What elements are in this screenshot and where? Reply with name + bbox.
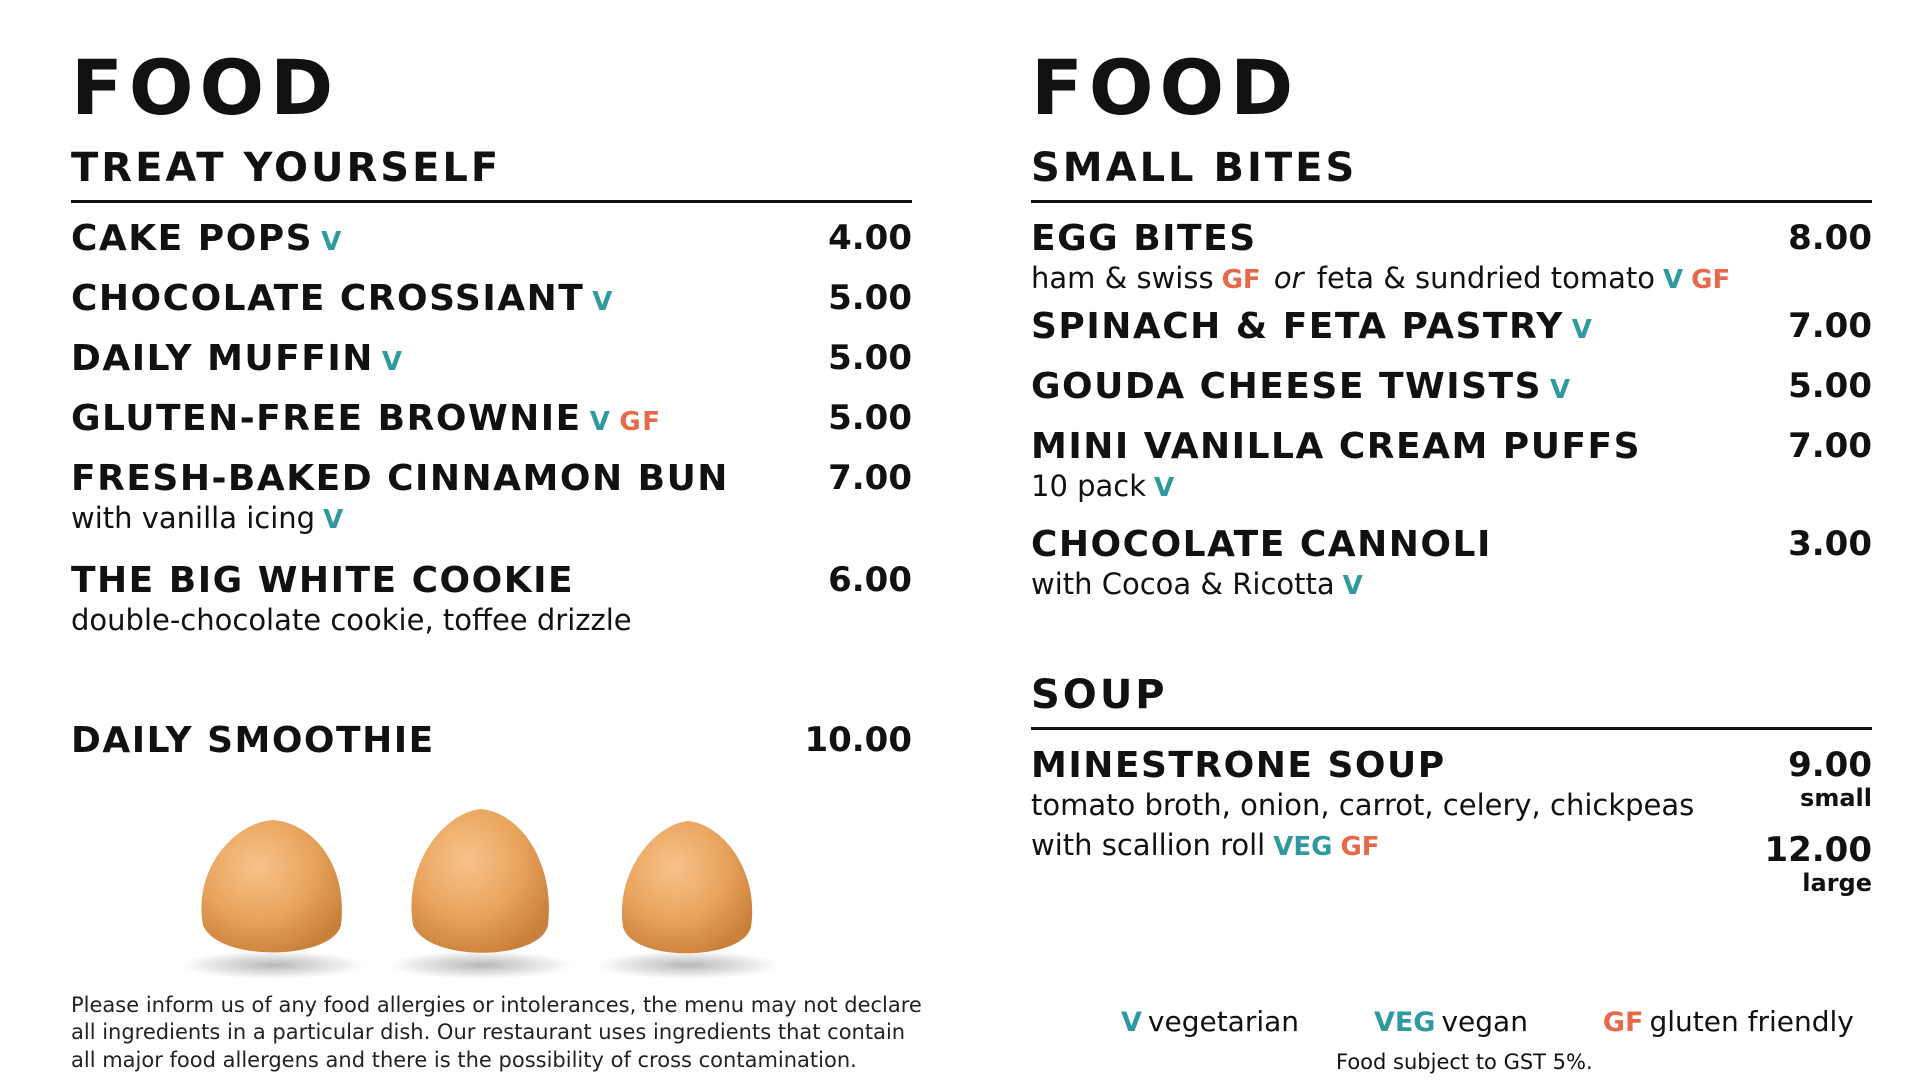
vegetarian-tag: V xyxy=(1663,265,1684,296)
menu-item xyxy=(1031,306,1872,347)
cream-puff xyxy=(411,809,548,953)
menu-item xyxy=(1031,218,1872,299)
vegan-tag: VEG xyxy=(1373,1007,1436,1038)
menu-item xyxy=(71,458,912,539)
menu-item xyxy=(71,278,912,319)
item-name: CAKE POPS xyxy=(71,218,314,259)
item-name: FRESH-BAKED CINNAMON BUN xyxy=(71,458,729,499)
item-name: DAILY MUFFIN xyxy=(71,338,374,379)
puff-shadow xyxy=(181,951,365,979)
right-menu-panel xyxy=(1031,0,1872,1080)
section-divider xyxy=(1031,727,1872,730)
item-description xyxy=(1031,565,1872,604)
section-divider xyxy=(71,200,912,203)
description-text: with Cocoa & Ricotta xyxy=(1031,567,1335,602)
item-price: 7.00 xyxy=(1788,306,1872,346)
item-name: DAILY SMOOTHIE xyxy=(71,720,435,761)
description-text: with vanilla icing xyxy=(71,501,316,536)
size-label-small: small xyxy=(1800,783,1872,812)
gluten-friendly-tag: GF xyxy=(1221,265,1261,296)
vegetarian-tag: V xyxy=(381,347,404,377)
item-price: 4.00 xyxy=(828,218,912,258)
description-text: with scallion roll xyxy=(1031,827,1266,862)
legend-label: vegan xyxy=(1441,1005,1528,1038)
brand-title: FOOD xyxy=(71,43,340,132)
item-name: GOUDA CHEESE TWISTS xyxy=(1031,366,1543,407)
vegetarian-tag: V xyxy=(589,407,612,437)
vegetarian-tag: V xyxy=(321,227,343,257)
gluten-friendly-tag: GF xyxy=(619,407,662,437)
size-label-large: large xyxy=(1802,868,1872,897)
item-price: 3.00 xyxy=(1788,524,1872,564)
item-name-row xyxy=(71,278,912,319)
dietary-legend xyxy=(1121,1005,1854,1038)
vegetarian-tag: V xyxy=(1154,473,1175,504)
vegetarian-tag: V xyxy=(323,505,344,536)
item-price: 7.00 xyxy=(1788,426,1872,466)
section-title-treat-yourself: TREAT YOURSELF xyxy=(71,145,502,191)
item-name: MINESTRONE SOUP xyxy=(1031,745,1446,786)
menu-item xyxy=(71,338,912,379)
item-price: 10.00 xyxy=(804,720,912,760)
vegetarian-tag: V xyxy=(1571,315,1594,345)
brand-title: FOOD xyxy=(1031,43,1300,132)
item-description xyxy=(1031,259,1872,298)
allergy-disclaimer: Please inform us of any food allergies or intolerances, the menu may not declare all ingredients in a particular dish. Our restaurant uses ingredients that contain all major food allergens and there is the possibility of cross contamination. xyxy=(71,993,922,1072)
item-description xyxy=(1031,826,1872,865)
vegetarian-tag: V xyxy=(1121,1007,1142,1038)
price-small: 9.00 xyxy=(1788,745,1872,785)
vegetarian-tag: V xyxy=(1342,571,1363,602)
legend-vegan xyxy=(1374,1005,1528,1038)
menu-item xyxy=(71,218,912,259)
puff-shadow xyxy=(389,951,573,979)
cream-puff xyxy=(201,820,341,952)
description-text: 10 pack xyxy=(1031,469,1147,504)
or-separator: or xyxy=(1273,261,1304,296)
item-name-row xyxy=(1031,366,1872,407)
item-description: tomato broth, onion, carrot, celery, chickpeas xyxy=(1031,788,1695,823)
description-text: ham & swiss xyxy=(1031,261,1214,296)
section-title-soup: SOUP xyxy=(1031,672,1168,718)
soup-prices xyxy=(1764,745,1872,895)
section-title-small-bites: SMALL BITES xyxy=(1031,145,1358,191)
item-name-row xyxy=(1031,306,1872,347)
item-price: 5.00 xyxy=(828,338,912,378)
cream-puff xyxy=(622,821,752,953)
menu-item xyxy=(71,720,912,761)
item-name: SPINACH & FETA PASTRY xyxy=(1031,306,1564,347)
item-name-row xyxy=(71,398,912,439)
item-name: MINI VANILLA CREAM PUFFS xyxy=(1031,426,1642,467)
item-price: 5.00 xyxy=(828,398,912,438)
section-divider xyxy=(1031,200,1872,203)
puff-shadow xyxy=(596,951,780,979)
cream-puffs-photo xyxy=(123,775,843,1000)
menu-item xyxy=(71,560,912,641)
legend-label: gluten friendly xyxy=(1649,1005,1854,1038)
item-name-row xyxy=(71,338,912,379)
item-price: 8.00 xyxy=(1788,218,1872,258)
item-name: THE BIG WHITE COOKIE xyxy=(71,560,575,601)
left-menu-panel xyxy=(71,0,922,1080)
gluten-friendly-tag: GF xyxy=(1602,1007,1644,1038)
menu-item xyxy=(1031,366,1872,407)
menu-item xyxy=(71,398,912,439)
item-price: 5.00 xyxy=(828,278,912,318)
item-description: double-chocolate cookie, toffee drizzle xyxy=(71,603,632,638)
vegetarian-tag: V xyxy=(592,287,614,317)
description-text: feta & sundried tomato xyxy=(1316,261,1655,296)
item-price: 7.00 xyxy=(828,458,912,498)
gluten-friendly-tag: GF xyxy=(1340,831,1380,862)
item-name: CHOCOLATE CROSSIANT xyxy=(71,278,585,319)
vegan-tag: VEG xyxy=(1273,831,1333,862)
item-name: CHOCOLATE CANNOLI xyxy=(1031,524,1492,565)
legend-vegetarian xyxy=(1121,1005,1299,1038)
item-name: EGG BITES xyxy=(1031,218,1257,259)
item-price: 6.00 xyxy=(828,560,912,600)
menu-item xyxy=(1031,745,1872,897)
menu-item xyxy=(1031,524,1872,605)
price-large: 12.00 xyxy=(1764,829,1872,870)
item-name: GLUTEN-FREE BROWNIE xyxy=(71,398,582,439)
item-description xyxy=(71,499,912,538)
legend-gluten-friendly xyxy=(1603,1005,1854,1038)
menu-item xyxy=(1031,426,1872,507)
item-description xyxy=(1031,467,1872,506)
legend-label: vegetarian xyxy=(1147,1005,1300,1038)
item-price: 5.00 xyxy=(1788,366,1872,406)
gluten-friendly-tag: GF xyxy=(1691,265,1731,296)
item-name-row xyxy=(71,218,912,259)
vegetarian-tag: V xyxy=(1550,375,1572,405)
gst-note: Food subject to GST 5%. xyxy=(1336,1050,1593,1074)
